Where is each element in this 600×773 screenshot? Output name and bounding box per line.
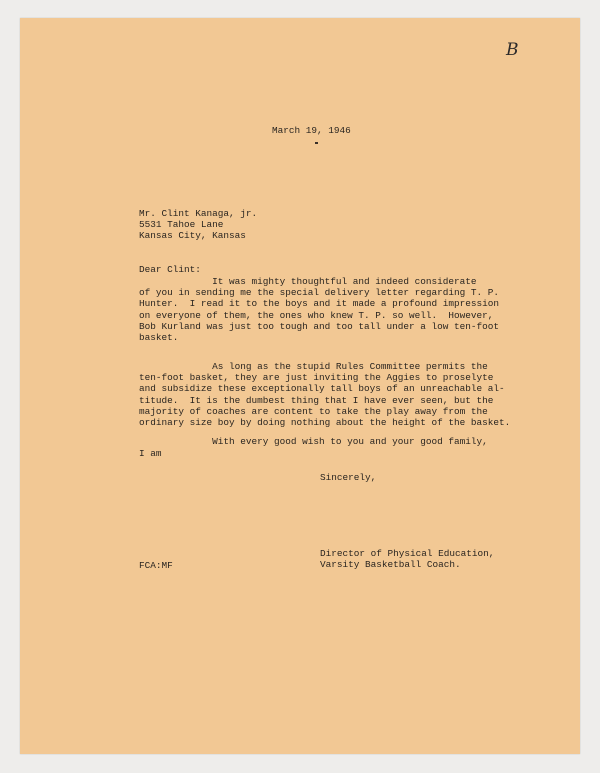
paragraph-line: of you in sending me the special delivery letter regarding T. P. — [139, 287, 500, 299]
paragraph-line: basket. — [139, 332, 179, 344]
complimentary-close: Sincerely, — [320, 472, 377, 483]
i-am-line: I am — [139, 448, 162, 459]
paragraph-line: Hunter. I read it to the boys and it made a profound impression — [139, 298, 500, 310]
paragraph-line: majority of coaches are content to take the play away from the — [139, 405, 488, 417]
recipient-city: Kansas City, Kansas — [139, 230, 246, 242]
recipient-street: 5531 Tahoe Lane — [139, 219, 224, 231]
paragraph-line: As long as the stupid Rules Committee permits the — [139, 361, 488, 372]
paragraph-line: on everyone of them, the ones who knew T. P. so well. However, — [139, 309, 494, 321]
paragraph-line: ordinary size boy by doing nothing about the height of the basket. — [139, 417, 511, 429]
recipient-address — [139, 208, 257, 242]
body-paragraph-1 — [139, 276, 499, 343]
paragraph-line: ten-foot basket, they are just inviting the Aggies to proselyte — [139, 372, 494, 384]
handwritten-page-number: B — [506, 40, 519, 60]
stray-ink-mark — [315, 142, 318, 144]
signature-title-line: Director of Physical Education, — [320, 548, 495, 559]
salutation: Dear Clint: — [139, 264, 201, 275]
signature-title-line: Varsity Basketball Coach. — [320, 559, 461, 571]
signature-block — [320, 548, 494, 570]
reference-initials: FCA:MF — [139, 560, 173, 571]
paragraph-line: and subsidize these exceptionally tall boys of an unreachable al- — [139, 383, 505, 395]
paragraph-line: It was mighty thoughtful and indeed considerate — [139, 276, 477, 287]
letter-date: March 19, 1946 — [272, 125, 351, 136]
recipient-name: Mr. Clint Kanaga, jr. — [139, 208, 258, 219]
body-paragraph-2 — [139, 361, 510, 428]
paragraph-line: titude. It is the dumbest thing that I have ever seen, but the — [139, 394, 494, 406]
paragraph-line: Bob Kurland was just too tough and too tall under a low ten-foot — [139, 320, 500, 332]
closing-wish-line: With every good wish to you and your good family, — [139, 436, 488, 447]
